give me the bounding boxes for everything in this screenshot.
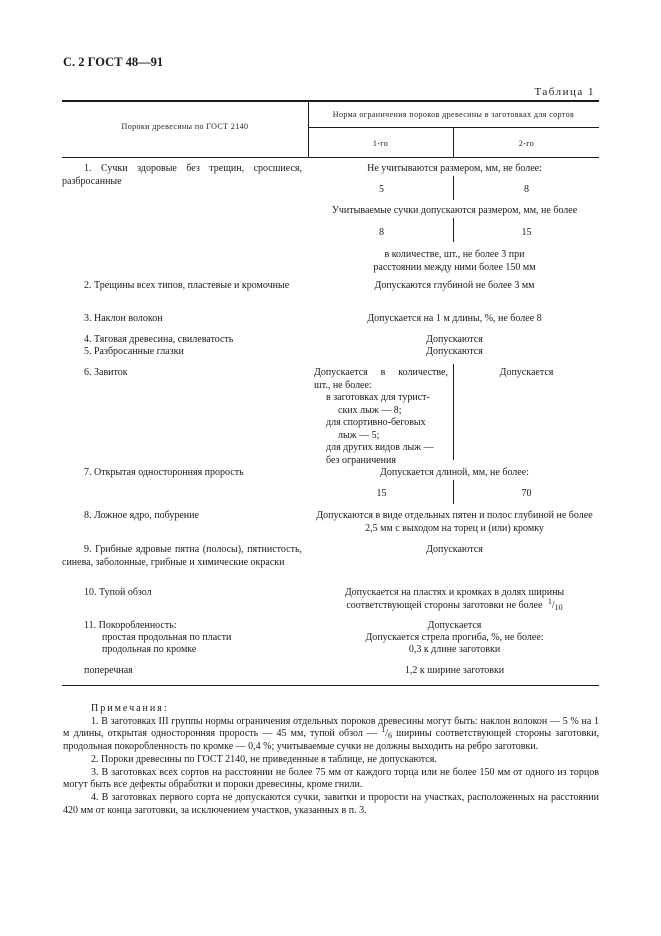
column-header-grade2: 2-го [518, 139, 535, 148]
table-top-rule [62, 100, 599, 102]
row-5-norm: Допускаются [426, 346, 483, 357]
row-6-line-3: в заготовках для турист- [326, 392, 430, 403]
row-6-line-6: лыж — 5; [338, 429, 380, 441]
row-7-label: 7. Открытая односторонняя прорость [84, 467, 244, 478]
note-1-fraction: $^1/_6$ [381, 725, 392, 741]
column-header-norm: Норма ограничения пороков древесины в заготовках для сортов [332, 110, 575, 119]
page-header: С. 2 ГОСТ 48—91 [63, 55, 164, 69]
row-11-sub-3: поперечная [84, 665, 133, 676]
column-header-grade1: 1-го [372, 139, 389, 148]
row-10-fraction-num: 1 [547, 596, 552, 606]
table-bottom-rule [62, 685, 599, 686]
row-1-quantity: в количестве, шт., не более 3 при расстоянии между ними более 150 мм [373, 249, 536, 273]
row-6-line-4: ских лыж — 8; [338, 404, 402, 416]
row-10-fraction: $^1/_{10}$ [547, 596, 563, 612]
note-1-part-1: 1. В заготовках III группы нормы ограничения отдельных пороков древесины могут быть: наклон волокон — 5 % на 1 м длины, открытая односторонняя прорость — 45 мм, тупой обзол — [63, 715, 599, 740]
row-6-line-8: без ограничения [326, 454, 396, 466]
notes-title: Примечания: [91, 703, 169, 714]
table-caption: Таблица 1 [534, 86, 595, 98]
row-10-label: 10. Тупой обзол [84, 587, 152, 598]
row-9-label: 9. Грибные ядровые пятна (полосы), пятнистость, синева, заболонные, грибные и химические окраски [62, 544, 302, 568]
row-1-untracked-knots: Не учитываются размером, мм, не более: [367, 163, 542, 174]
row-11-norm-4: 1,2 к ширине заготовки [404, 665, 505, 676]
row-6-grade2-norm: Допускается [499, 367, 554, 378]
row-1-label: 1. Сучки здоровые без трещин, сросшиеся, разбросанные [62, 163, 302, 187]
note-3: 3. В заготовках всех сортов на расстоянии не более 75 мм от каждого торца или не более 150 мм от одного из торцов могут быть все дефекты обработки и пороки древесины, кроме гнили. [63, 766, 599, 791]
row-9-norm: Допускаются [426, 544, 483, 555]
note-1-fraction-den: 6 [388, 731, 392, 741]
row-8-norm: Допускаются в виде отдельных пятен и полос глубиной не более 2,5 мм с выходом на торец и (или) кромку [316, 510, 593, 534]
note-4: 4. В заготовках первого сорта не допускаются сучки, завитки и прорости на участках, расположенных на расстоянии 420 мм от конца заготовки, за исключением участков, указанных в п. 3. [63, 791, 599, 816]
column-header-defect: Пороки древесины по ГОСТ 2140 [121, 122, 249, 131]
row-7-grade1: 15 [376, 488, 387, 499]
note-1-fraction-num: 1 [381, 725, 386, 735]
row-2-norm: Допускаются глубиной не более 3 мм [374, 280, 535, 291]
row-11-norm-3: 0,3 к длине заготовки [408, 644, 501, 655]
note-2: 2. Пороки древесины по ГОСТ 2140, не приведенные в таблице, не допускаются. [91, 753, 437, 765]
row-1-untracked-grade2: 8 [524, 184, 529, 195]
row-5-label: 5. Разбросанные глазки [84, 346, 184, 357]
row-6-line-5: для спортивно-беговых [326, 417, 426, 428]
row-2-label: 2. Трещины всех типов, пластевые и кромочные [84, 280, 290, 291]
row-4-label: 4. Тяговая древесина, свилеватость [84, 334, 234, 345]
row-10-norm [310, 587, 599, 612]
note-1 [63, 716, 599, 754]
row-10-line-2 [310, 596, 599, 613]
header-bottom-rule [62, 157, 599, 158]
row-6-line-7: для других видов лыж — [326, 442, 434, 453]
note-1-part-2: ширины соответствующей стороны заготовки, продольная покоробленность по кромке — 0,4 %; учитываемые сучки не должны выходить на ребро заготовки. [63, 728, 600, 753]
row-10-line-2-text: соответствующей стороны заготовки не более [346, 599, 543, 611]
row-3-norm: Допускается на 1 м длины, %, не более 8 [367, 313, 542, 324]
row-10-fraction-den: 10 [554, 602, 563, 612]
row-11-norm-1: Допускается [427, 620, 482, 631]
row-6-label: 6. Завиток [84, 367, 128, 378]
row-6-grade1-norm [314, 367, 448, 467]
row-3-label: 3. Наклон волокон [84, 313, 163, 324]
row-1-tracked-grade1: 8 [379, 227, 384, 238]
row-1-tracked-grade2: 15 [521, 227, 532, 238]
row-6-line-1: Допускается в количестве, [314, 367, 448, 378]
row-11-sub-1: простая продольная по пласти [102, 632, 232, 643]
row-1-tracked-knots: Учитываемые сучки допускаются размером, мм, не более [331, 205, 578, 216]
row-11-label: 11. Покоробленность: [84, 620, 177, 631]
row-1-untracked-grade1: 5 [379, 184, 384, 195]
row-7-grade2: 70 [521, 488, 532, 499]
row-6-line-2: шт., не более: [314, 379, 372, 391]
notes-section [63, 703, 599, 817]
row-11-norm-2: Допускается стрела прогиба, %, не более: [365, 632, 544, 643]
row-7-norm: Допускается длиной, мм, не более: [380, 467, 529, 478]
row-10-line-1: Допускается на пластях и кромках в долях ширины [344, 587, 565, 598]
row-8-label: 8. Ложное ядро, побурение [84, 510, 199, 521]
defects-table [62, 100, 599, 690]
row-4-norm: Допускаются [426, 334, 483, 345]
row-11-sub-2: продольная по кромке [102, 644, 197, 655]
